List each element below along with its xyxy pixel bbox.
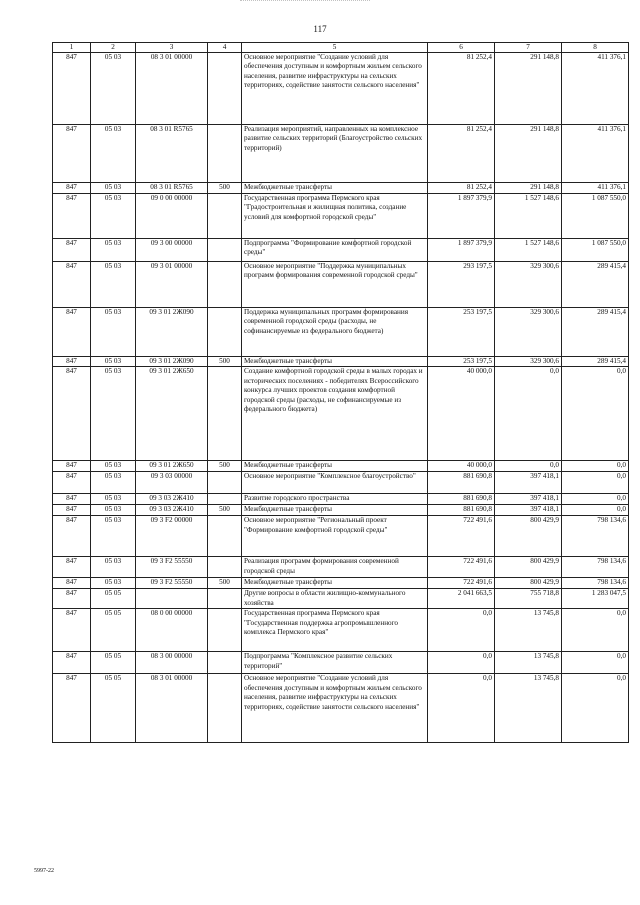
amount-2023-cell: 800 429,9	[495, 578, 562, 589]
table-row	[53, 494, 629, 505]
amount-2024-cell: 289 415,4	[562, 357, 629, 367]
column-number-2: 2	[91, 43, 136, 53]
expense-type-cell	[208, 194, 242, 239]
expense-type-cell	[208, 262, 242, 308]
description-cell: Основное мероприятие "Создание условий для обеспечения доступным и комфортным жильем сельского населения, развитие инфраструктуры на сельских территориях, содействие занятости сельского населения"	[242, 53, 428, 125]
description-cell: Основное мероприятие "Региональный проект "Формирование комфортной городской среды"	[242, 516, 428, 557]
section-cell: 05 03	[91, 557, 136, 578]
section-cell: 05 03	[91, 357, 136, 367]
amount-2024-cell: 289 415,4	[562, 262, 629, 308]
admin-code-cell: 847	[53, 308, 91, 357]
admin-code-cell: 847	[53, 472, 91, 494]
target-article-cell: 09 3 F2 55550	[136, 557, 208, 578]
table-row	[53, 516, 629, 557]
table-row	[53, 194, 629, 239]
amount-2024-cell: 0,0	[562, 609, 629, 652]
description-cell: Межбюджетные трансферты	[242, 578, 428, 589]
section-cell: 05 03	[91, 125, 136, 183]
table-row	[53, 589, 629, 609]
amount-2024-cell: 0,0	[562, 494, 629, 505]
description-cell: Межбюджетные трансферты	[242, 357, 428, 367]
expense-type-cell	[208, 674, 242, 743]
section-cell: 05 05	[91, 652, 136, 674]
section-cell: 05 05	[91, 609, 136, 652]
table-row	[53, 472, 629, 494]
target-article-cell: 08 3 01 R5765	[136, 183, 208, 194]
description-cell: Реализация мероприятий, направленных на комплексное развитие сельских территорий (Благоустройство сельских территорий)	[242, 125, 428, 183]
column-number-3: 3	[136, 43, 208, 53]
amount-2023-cell: 0,0	[495, 461, 562, 472]
section-cell: 05 03	[91, 494, 136, 505]
admin-code-cell: 847	[53, 505, 91, 516]
description-cell: Другие вопросы в области жилищно-коммунального хозяйства	[242, 589, 428, 609]
amount-2023-cell: 291 148,8	[495, 183, 562, 194]
admin-code-cell: 847	[53, 609, 91, 652]
section-cell: 05 03	[91, 516, 136, 557]
target-article-cell: 08 3 00 00000	[136, 652, 208, 674]
section-cell: 05 05	[91, 674, 136, 743]
section-cell: 05 03	[91, 367, 136, 461]
section-cell: 05 03	[91, 472, 136, 494]
section-cell: 05 03	[91, 194, 136, 239]
description-cell: Основное мероприятие "Создание условий для обеспечения доступным и комфортным жильем сельского населения, развитие инфраструктуры на сельских территориях, содействие занятости сельского населения"	[242, 674, 428, 743]
document-code: 5997-22	[34, 868, 54, 874]
amount-2022-cell: 40 000,0	[428, 367, 495, 461]
table-row	[53, 262, 629, 308]
table-row	[53, 505, 629, 516]
amount-2023-cell: 1 527 148,6	[495, 194, 562, 239]
expense-type-cell	[208, 239, 242, 262]
expense-type-cell: 500	[208, 357, 242, 367]
target-article-cell: 09 0 00 00000	[136, 194, 208, 239]
description-cell: Основное мероприятие "Поддержка муниципальных программ формирования современной городской среды"	[242, 262, 428, 308]
amount-2024-cell: 0,0	[562, 461, 629, 472]
amount-2022-cell: 2 041 663,5	[428, 589, 495, 609]
table-row	[53, 461, 629, 472]
description-cell: Государственная программа Пермского края "Государственная поддержка агропромышленного комплекса Пермского края"	[242, 609, 428, 652]
admin-code-cell: 847	[53, 239, 91, 262]
target-article-cell: 09 3 01 2Ж090	[136, 308, 208, 357]
amount-2023-cell: 329 300,6	[495, 357, 562, 367]
expense-type-cell: 500	[208, 578, 242, 589]
expense-type-cell	[208, 516, 242, 557]
admin-code-cell: 847	[53, 262, 91, 308]
admin-code-cell: 847	[53, 183, 91, 194]
table-row	[53, 53, 629, 125]
amount-2022-cell: 1 897 379,9	[428, 194, 495, 239]
amount-2023-cell: 329 300,6	[495, 262, 562, 308]
scan-artifact	[240, 0, 370, 5]
amount-2024-cell: 0,0	[562, 505, 629, 516]
amount-2023-cell: 800 429,9	[495, 516, 562, 557]
admin-code-cell: 847	[53, 53, 91, 125]
column-number-1: 1	[53, 43, 91, 53]
column-number-6: 6	[428, 43, 495, 53]
section-cell: 05 03	[91, 239, 136, 262]
amount-2024-cell: 798 134,6	[562, 557, 629, 578]
expense-type-cell	[208, 53, 242, 125]
expense-type-cell	[208, 589, 242, 609]
amount-2022-cell: 0,0	[428, 652, 495, 674]
budget-table	[52, 42, 629, 743]
expense-type-cell	[208, 652, 242, 674]
amount-2024-cell: 798 134,6	[562, 578, 629, 589]
amount-2022-cell: 722 491,6	[428, 516, 495, 557]
description-cell: Межбюджетные трансферты	[242, 183, 428, 194]
amount-2023-cell: 755 718,8	[495, 589, 562, 609]
amount-2022-cell: 722 491,6	[428, 557, 495, 578]
target-article-cell: 09 3 03 2Ж410	[136, 494, 208, 505]
description-cell: Развитие городского пространства	[242, 494, 428, 505]
section-cell: 05 03	[91, 262, 136, 308]
description-cell: Реализация программ формирования современной городской среды	[242, 557, 428, 578]
amount-2022-cell: 881 690,8	[428, 472, 495, 494]
admin-code-cell: 847	[53, 674, 91, 743]
amount-2022-cell: 1 897 379,9	[428, 239, 495, 262]
description-cell: Поддержка муниципальных программ формирования современной городской среды (расходы, не софинансируемые из федерального бюджета)	[242, 308, 428, 357]
amount-2023-cell: 291 148,8	[495, 125, 562, 183]
table-row	[53, 125, 629, 183]
amount-2024-cell: 1 087 550,0	[562, 194, 629, 239]
target-article-cell: 09 3 03 2Ж410	[136, 505, 208, 516]
section-cell: 05 03	[91, 53, 136, 125]
page-number: 117	[313, 24, 327, 34]
target-article-cell: 09 3 00 00000	[136, 239, 208, 262]
table-row	[53, 674, 629, 743]
amount-2023-cell: 397 418,1	[495, 494, 562, 505]
amount-2022-cell: 81 252,4	[428, 53, 495, 125]
table-row	[53, 652, 629, 674]
amount-2024-cell: 798 134,6	[562, 516, 629, 557]
amount-2022-cell: 253 197,5	[428, 357, 495, 367]
amount-2022-cell: 81 252,4	[428, 125, 495, 183]
table-row	[53, 578, 629, 589]
admin-code-cell: 847	[53, 652, 91, 674]
amount-2024-cell: 0,0	[562, 367, 629, 461]
amount-2022-cell: 40 000,0	[428, 461, 495, 472]
description-cell: Подпрограмма "Комплексное развитие сельских территорий"	[242, 652, 428, 674]
target-article-cell: 08 0 00 00000	[136, 609, 208, 652]
admin-code-cell: 847	[53, 125, 91, 183]
section-cell: 05 03	[91, 183, 136, 194]
target-article-cell: 09 3 01 2Ж090	[136, 357, 208, 367]
target-article-cell: 09 3 03 00000	[136, 472, 208, 494]
target-article-cell: 09 3 01 2Ж650	[136, 367, 208, 461]
section-cell: 05 03	[91, 505, 136, 516]
expense-type-cell	[208, 308, 242, 357]
admin-code-cell: 847	[53, 194, 91, 239]
table-row	[53, 308, 629, 357]
expense-type-cell: 500	[208, 183, 242, 194]
amount-2024-cell: 289 415,4	[562, 308, 629, 357]
description-cell: Межбюджетные трансферты	[242, 505, 428, 516]
table-row	[53, 183, 629, 194]
expense-type-cell	[208, 494, 242, 505]
admin-code-cell: 847	[53, 357, 91, 367]
amount-2022-cell: 881 690,8	[428, 494, 495, 505]
table-row	[53, 557, 629, 578]
description-cell: Подпрограмма "Формирование комфортной городской среды"	[242, 239, 428, 262]
amount-2024-cell: 411 376,1	[562, 125, 629, 183]
amount-2024-cell: 0,0	[562, 674, 629, 743]
amount-2024-cell: 411 376,1	[562, 183, 629, 194]
target-article-cell: 08 3 01 R5765	[136, 125, 208, 183]
expense-type-cell	[208, 367, 242, 461]
expense-type-cell	[208, 125, 242, 183]
amount-2023-cell: 329 300,6	[495, 308, 562, 357]
description-cell: Государственная программа Пермского края "Градостроительная и жилищная политика, создание условий для комфортной городской среды"	[242, 194, 428, 239]
section-cell: 05 03	[91, 578, 136, 589]
expense-type-cell	[208, 472, 242, 494]
admin-code-cell: 847	[53, 589, 91, 609]
admin-code-cell: 847	[53, 516, 91, 557]
amount-2022-cell: 722 491,6	[428, 578, 495, 589]
target-article-cell: 08 3 01 00000	[136, 674, 208, 743]
amount-2023-cell: 0,0	[495, 367, 562, 461]
target-article-cell: 09 3 01 00000	[136, 262, 208, 308]
amount-2024-cell: 1 283 047,5	[562, 589, 629, 609]
description-cell: Основное мероприятие "Комплексное благоустройство"	[242, 472, 428, 494]
target-article-cell: 08 3 01 00000	[136, 53, 208, 125]
column-number-5: 5	[242, 43, 428, 53]
admin-code-cell: 847	[53, 494, 91, 505]
amount-2023-cell: 13 745,8	[495, 609, 562, 652]
admin-code-cell: 847	[53, 578, 91, 589]
amount-2022-cell: 253 197,5	[428, 308, 495, 357]
target-article-cell	[136, 589, 208, 609]
amount-2024-cell: 0,0	[562, 472, 629, 494]
amount-2023-cell: 397 418,1	[495, 505, 562, 516]
amount-2023-cell: 800 429,9	[495, 557, 562, 578]
amount-2023-cell: 1 527 148,6	[495, 239, 562, 262]
admin-code-cell: 847	[53, 461, 91, 472]
expense-type-cell	[208, 609, 242, 652]
table-row	[53, 367, 629, 461]
admin-code-cell: 847	[53, 367, 91, 461]
admin-code-cell: 847	[53, 557, 91, 578]
target-article-cell: 09 3 F2 00000	[136, 516, 208, 557]
table-row	[53, 357, 629, 367]
amount-2023-cell: 13 745,8	[495, 674, 562, 743]
target-article-cell: 09 3 F2 55550	[136, 578, 208, 589]
amount-2022-cell: 0,0	[428, 609, 495, 652]
table-row	[53, 609, 629, 652]
description-cell: Создание комфортной городской среды в малых городах и исторических поселениях - победителях Всероссийского конкурса лучших проектов создания комфортной городской среды (расходы, не софинансируемые из федерального бюджета)	[242, 367, 428, 461]
amount-2024-cell: 411 376,1	[562, 53, 629, 125]
amount-2023-cell: 291 148,8	[495, 53, 562, 125]
amount-2022-cell: 0,0	[428, 674, 495, 743]
section-cell: 05 05	[91, 589, 136, 609]
amount-2022-cell: 293 197,5	[428, 262, 495, 308]
column-number-4: 4	[208, 43, 242, 53]
expense-type-cell: 500	[208, 505, 242, 516]
amount-2023-cell: 13 745,8	[495, 652, 562, 674]
description-cell: Межбюджетные трансферты	[242, 461, 428, 472]
amount-2023-cell: 397 418,1	[495, 472, 562, 494]
section-cell: 05 03	[91, 461, 136, 472]
amount-2022-cell: 881 690,8	[428, 505, 495, 516]
section-cell: 05 03	[91, 308, 136, 357]
amount-2022-cell: 81 252,4	[428, 183, 495, 194]
column-number-8: 8	[562, 43, 629, 53]
amount-2024-cell: 1 087 550,0	[562, 239, 629, 262]
table-row	[53, 239, 629, 262]
expense-type-cell: 500	[208, 461, 242, 472]
column-number-7: 7	[495, 43, 562, 53]
expense-type-cell	[208, 557, 242, 578]
amount-2024-cell: 0,0	[562, 652, 629, 674]
target-article-cell: 09 3 01 2Ж650	[136, 461, 208, 472]
table-header-row	[53, 43, 629, 53]
